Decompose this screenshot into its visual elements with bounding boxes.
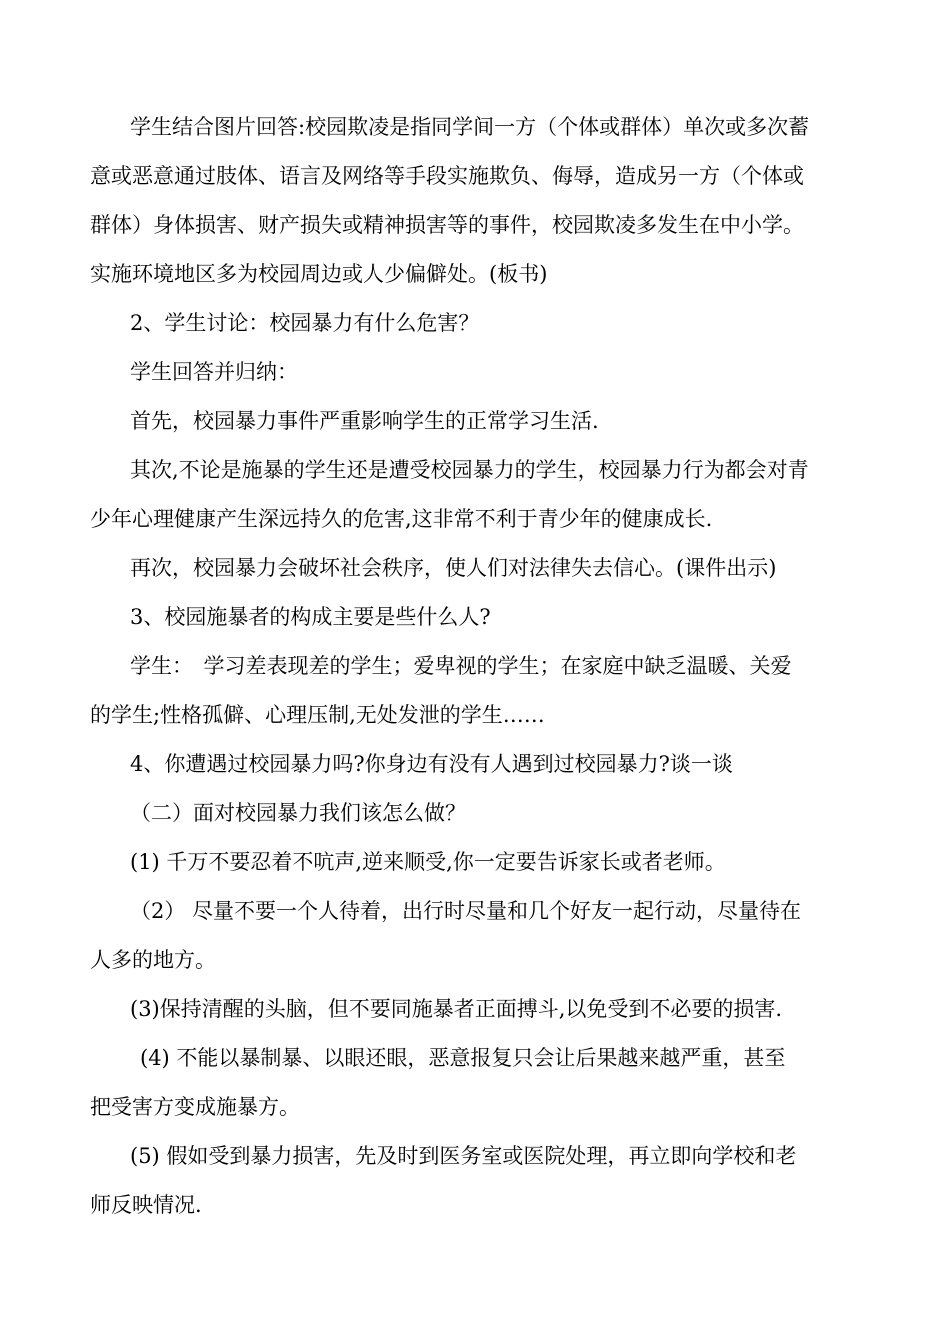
paragraph-line-20: (4) 不能以暴制暴、以眼还眼，恶意报复只会让后果越来越严重，甚至 — [140, 1046, 786, 1070]
paragraph-line-1: 学生结合图片回答:校园欺凌是指同学间一方（个体或群体）单次或多次蓄 — [130, 115, 810, 139]
paragraph-line-22: (5) 假如受到暴力损害，先及时到医务室或医院处理，再立即向学校和老 — [130, 1144, 797, 1168]
paragraph-line-4: 实施环境地区多为校园周边或人少偏僻处。(板书) — [90, 262, 548, 286]
paragraph-line-13: 的学生;性格孤僻、心理压制,无处发泄的学生…… — [90, 703, 545, 727]
paragraph-line-7: 首先，校园暴力事件严重影响学生的正常学习生活. — [130, 409, 599, 433]
paragraph-line-14: 4、你遭遇过校园暴力吗?你身边有没有人遇到过校园暴力?谈一谈 — [130, 752, 733, 776]
paragraph-line-17: （2） 尽量不要一个人待着，出行时尽量和几个好友一起行动，尽量待在 — [130, 899, 802, 923]
paragraph-line-9: 少年心理健康产生深远持久的危害,这非常不利于青少年的健康成长. — [90, 507, 713, 531]
paragraph-line-11: 3、校园施暴者的构成主要是些什么人? — [130, 605, 491, 629]
paragraph-line-23: 师反映情况. — [90, 1193, 202, 1217]
paragraph-line-15: （二）面对校园暴力我们该怎么做？ — [130, 801, 466, 825]
paragraph-line-8: 其次,不论是施暴的学生还是遭受校园暴力的学生，校园暴力行为都会对青 — [130, 458, 809, 482]
paragraph-line-6: 学生回答并归纳： — [130, 360, 298, 384]
paragraph-line-2: 意或恶意通过肢体、语言及网络等手段实施欺负、侮辱，造成另一方（个体或 — [90, 164, 804, 188]
paragraph-line-12: 学生： 学习差表现差的学生；爱卑视的学生；在家庭中缺乏温暖、关爱 — [130, 654, 792, 678]
paragraph-line-19: (3)保持清醒的头脑，但不要同施暴者正面搏斗,以免受到不必要的损害. — [130, 997, 783, 1021]
paragraph-line-21: 把受害方变成施暴方。 — [90, 1095, 300, 1119]
paragraph-line-18: 人多的地方。 — [90, 948, 216, 972]
paragraph-line-3: 群体）身体损害、财产损失或精神损害等的事件，校园欺凌多发生在中小学。 — [90, 213, 804, 237]
paragraph-line-10: 再次，校园暴力会破坏社会秩序，使人们对法律失去信心。(课件出示) — [130, 556, 777, 580]
paragraph-line-16: (1) 千万不要忍着不吭声,逆来顺受,你一定要告诉家长或者老师。 — [130, 850, 726, 874]
paragraph-line-5: 2、学生讨论：校园暴力有什么危害？ — [130, 311, 480, 335]
